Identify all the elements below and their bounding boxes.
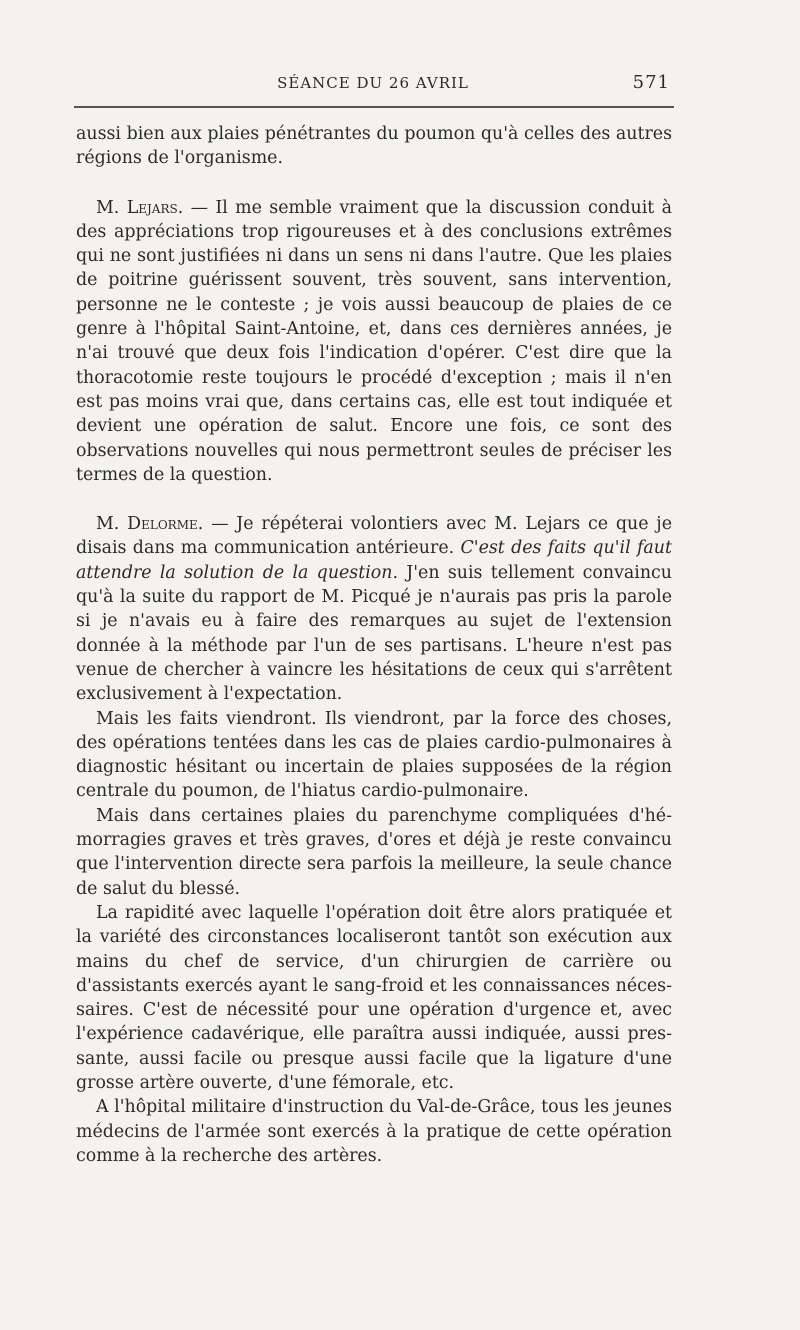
paragraph-rapidite: La rapidité avec laquelle l'opération doit être alors pratiquée et la variété des circonstances localiseront tantôt son exécution aux mains du chef de service, d'un chirurgien de carrière ou d'assistants exercés ayant le sang-froid et les connaissances nécessaires. C'est de nécessité pour une opération d'urgence et, avec l'expérience cadavérique, elle paraîtra aussi indiquée, aussi pressante, aussi facile ou presque aussi facile que la ligature d'une grosse artère ouverte, d'une fémorale, etc. xyxy=(76,902,672,1093)
delorme-text-a: — Je répéterai volontiers avec M. Lejars ce que je disais dans ma communication antérieure. xyxy=(76,514,672,559)
delorme-italic-quote: C'est des faits qu'il faut attendre la solution de la question. xyxy=(76,538,672,583)
page-header xyxy=(76,70,670,94)
paragraph-continuation: aussi bien aux plaies pénétrantes du poumon qu'à celles des autres régions de l'organisme. xyxy=(76,124,672,169)
paragraph-faits: Mais les faits viendront. Ils viendront, par la force des choses, des opérations tentées dans les cas de plaies cardio-pulmonaires à diagnostic hésitant ou incertain de plaies supposées de la région centrale du poumon, de l'hiatus cardio-pulmonaire. xyxy=(76,708,672,802)
page-body xyxy=(76,122,672,1168)
lejars-text: — Il me semble vraiment que la discussion conduit à des appréciations trop rigoureuses et à des conclusions extrêmes qui ne sont justifiées ni dans un sens ni dans l'autre. Que les plaies de poitrine guérissent souvent, très souvent, sans intervention, personne ne le conteste ; je vois aussi beaucoup de plaies de ce genre à l'hôpital Saint-Antoine, et, dans ces dernières années, je n'ai trouvé que deux fois l'indication d'opérer. C'est dire que la thoracotomie reste toujours le procédé d'exception ; mais il n'en est pas moins vrai que, dans certains cas, elle est tout indiquée et devient une opération de salut. Encore une fois, ce sont des observations nouvelles qui nous permettront seules de préciser les termes de la question. xyxy=(76,197,672,485)
paragraph-parenchyme: Mais dans certaines plaies du parenchyme compliquées d'hémorragies graves et très graves, d'ores et déjà je reste convaincu que l'intervention directe sera parfois la meilleure, la seule chance de salut du blessé. xyxy=(76,805,672,899)
paragraph-val-de-grace: A l'hôpital militaire d'instruction du Val-de-Grâce, tous les jeunes médecins de l'armée sont exercés à la pratique de cette opération comme à la recherche des artères. xyxy=(76,1097,672,1166)
header-rule xyxy=(74,106,674,108)
running-title: SÉANCE DU 26 AVRIL xyxy=(277,74,469,92)
paragraph-lejars xyxy=(76,196,672,488)
speaker-lejars: M. Lejars. xyxy=(96,197,184,218)
delorme-text-b: J'en suis tellement convaincu qu'à la suite du rapport de M. Picqué je n'aurais pas pris la parole si je n'avais eu à faire des remarques au sujet de l'extension donnée à la méthode par l'un de ses partisans. L'heure n'est pas venue de chercher à vaincre les hésitations de ceux qui s'arrêtent exclusivement à l'expectation. xyxy=(76,562,672,705)
paragraph-delorme xyxy=(76,512,672,706)
speaker-delorme: M. Delorme. xyxy=(96,514,204,535)
page-number: 571 xyxy=(632,72,670,93)
